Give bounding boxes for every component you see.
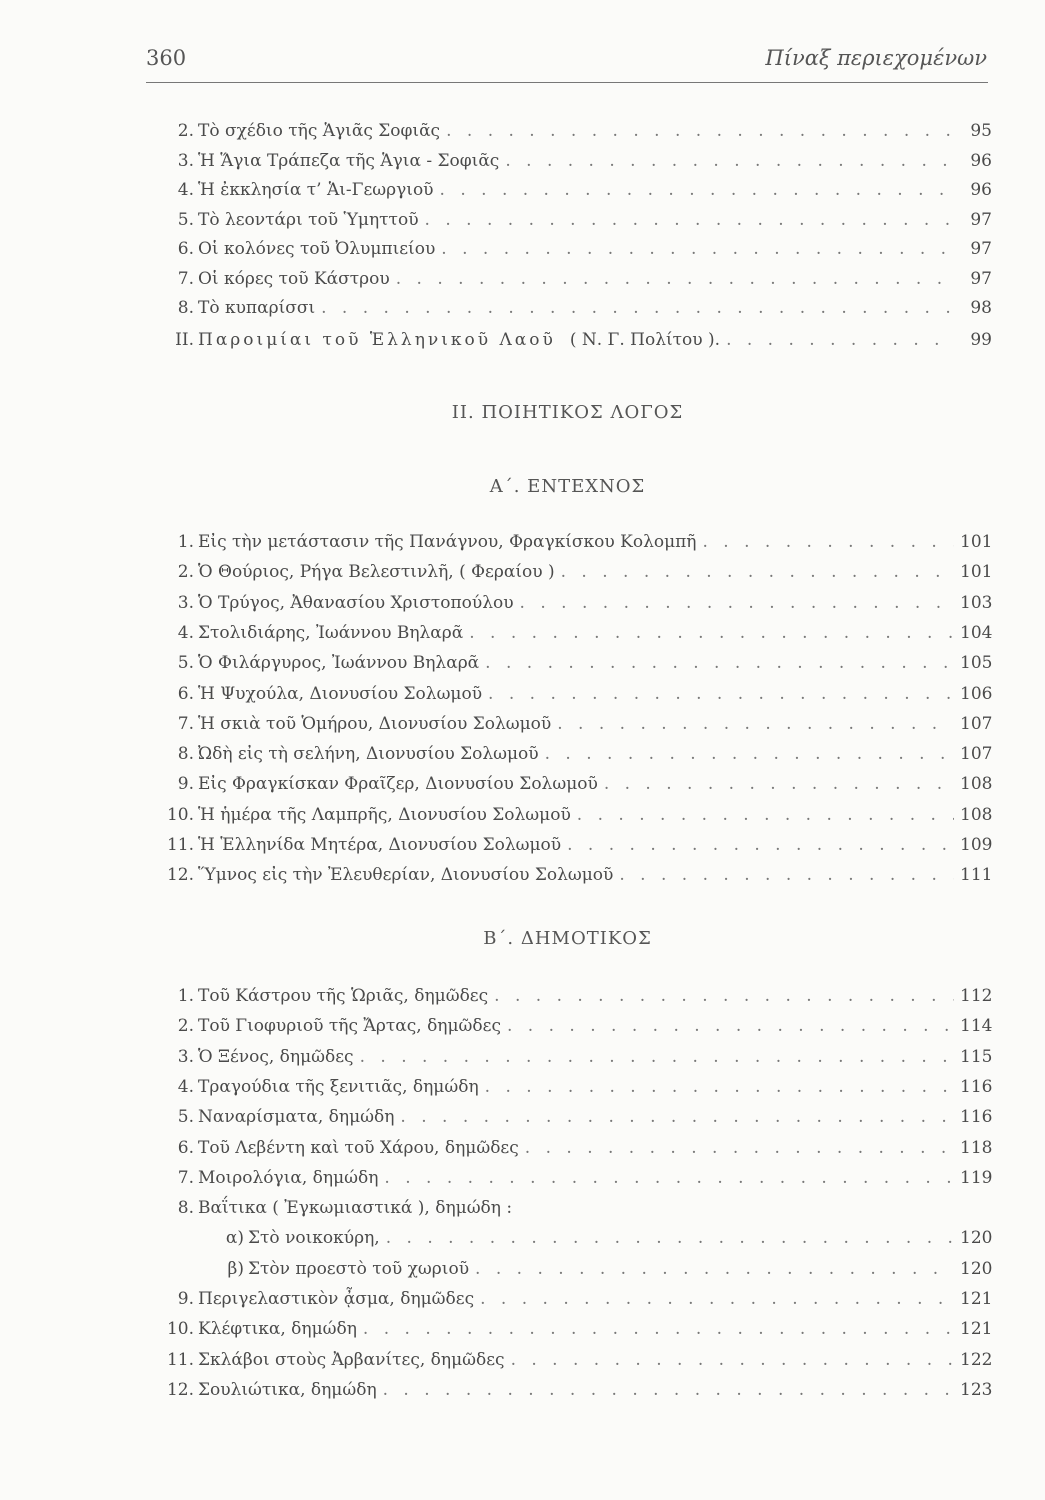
dot-leader bbox=[485, 651, 954, 675]
entry-title: Τοῦ Κάστρου τῆς Ὡριᾶς, δημῶδες bbox=[198, 986, 489, 1006]
toc-entry bbox=[160, 1045, 992, 1069]
entry-title: Βαΐτικα ( Ἐγκωμιαστικά ), δημώδη : bbox=[198, 1198, 513, 1219]
dot-leader bbox=[507, 1014, 954, 1038]
entry-page: 123 bbox=[960, 1379, 993, 1400]
entry-title: Εἰς τὴν μετάστασιν τῆς Πανάγνου, Φραγκίσκου Κολομπῆ bbox=[198, 532, 697, 552]
entry-page: 106 bbox=[960, 683, 993, 704]
entry-page: 108 bbox=[960, 774, 993, 795]
entry-page: 120 bbox=[960, 1228, 993, 1249]
toc-entry bbox=[160, 833, 992, 857]
entry-page: 121 bbox=[960, 1319, 993, 1340]
entry-number: 12. bbox=[166, 1379, 194, 1400]
entry-number: 8. bbox=[177, 744, 194, 765]
entry-number: 6. bbox=[177, 683, 194, 704]
toc-entry bbox=[160, 560, 992, 584]
toc-entry bbox=[160, 1075, 992, 1099]
entry-page: 122 bbox=[960, 1349, 993, 1370]
entry-number: 7. bbox=[177, 268, 194, 289]
dot-leader bbox=[545, 742, 954, 766]
header-rule bbox=[146, 82, 988, 83]
entry-title: Τοῦ Λεβέντη καὶ τοῦ Χάρου, δημῶδες bbox=[198, 1137, 519, 1158]
dot-leader bbox=[567, 833, 954, 857]
toc-entry bbox=[160, 621, 992, 645]
entry-title: Παροιμίαι τοῦ Ἑλληνικοῦ Λαοῦ bbox=[198, 330, 556, 350]
toc-entry bbox=[160, 1166, 992, 1190]
entry-title: Κλέφτικα, δημώδη bbox=[198, 1319, 357, 1340]
dot-leader bbox=[480, 1287, 954, 1311]
entry-title: Περιγελαστικὸν ᾆσμα, δημῶδες bbox=[198, 1289, 475, 1309]
entry-number: 5. bbox=[177, 1107, 194, 1128]
entry-number: 3. bbox=[177, 592, 194, 613]
toc-entry bbox=[160, 178, 992, 202]
dot-leader bbox=[386, 1226, 954, 1250]
entry-number: 9. bbox=[177, 1289, 194, 1309]
toc-entry bbox=[160, 296, 992, 320]
dot-leader bbox=[469, 621, 954, 645]
toc-entry bbox=[160, 208, 992, 232]
toc-entry bbox=[160, 237, 992, 261]
entry-title: Στολιδιάρης, Ἰωάννου Βηλαρᾶ bbox=[198, 622, 464, 643]
entry-author: ( Ν. Γ. Πολίτου ). bbox=[569, 330, 721, 350]
entry-number: 12. bbox=[166, 865, 194, 886]
entry-page: 119 bbox=[960, 1167, 993, 1188]
entry-title: Τοῦ Γιοφυριοῦ τῆς Ἄρτας, δημῶδες bbox=[198, 1016, 501, 1037]
entry-page: 115 bbox=[960, 1046, 993, 1067]
toc-entry bbox=[160, 1257, 992, 1281]
entry-title: Σκλάβοι στοὺς Ἀρβανίτες, δημῶδες bbox=[198, 1349, 505, 1370]
entry-number: 4. bbox=[177, 1076, 194, 1097]
entry-number: 3. bbox=[177, 150, 194, 171]
toc-entry bbox=[160, 651, 992, 675]
toc-entry bbox=[160, 1196, 992, 1220]
dot-leader bbox=[400, 1105, 954, 1129]
entry-title: Ἡ σκιὰ τοῦ Ὁμήρου, Διονυσίου Σολωμοῦ bbox=[198, 713, 552, 734]
page-number: 360 bbox=[146, 46, 187, 70]
entry-title: Ἡ Ψυχούλα, Διονυσίου Σολωμοῦ bbox=[198, 683, 483, 704]
entry-page: 112 bbox=[960, 986, 993, 1006]
toc-entry bbox=[160, 119, 992, 143]
entry-number: 5. bbox=[177, 209, 194, 230]
entry-page: 99 bbox=[970, 330, 992, 350]
dot-leader bbox=[360, 1045, 954, 1069]
entry-number: 4. bbox=[177, 180, 194, 200]
entry-number: 7. bbox=[177, 713, 194, 734]
entry-page: 120 bbox=[960, 1258, 993, 1279]
entry-number: β) bbox=[227, 1258, 244, 1279]
entry-number: 11. bbox=[166, 835, 194, 855]
entry-page: 109 bbox=[960, 835, 993, 855]
dot-leader bbox=[396, 267, 954, 291]
entry-number: 2. bbox=[177, 1016, 194, 1037]
toc-entry bbox=[160, 742, 992, 766]
entry-title: Ναναρίσματα, δημώδη bbox=[198, 1107, 395, 1128]
entry-title: Εἰς Φραγκίσκαν Φραῖζερ, Διονυσίου Σολωμοῦ bbox=[198, 774, 598, 795]
dot-leader bbox=[520, 591, 954, 615]
entry-number: 5. bbox=[177, 653, 194, 674]
dot-leader bbox=[557, 712, 954, 736]
entry-page: 105 bbox=[960, 653, 993, 674]
toc-entry bbox=[160, 149, 992, 173]
entry-page: 107 bbox=[960, 744, 993, 765]
dot-leader bbox=[494, 984, 954, 1008]
entry-title: Ὁ Τρύγος, Ἀθανασίου Χριστοπούλου bbox=[198, 592, 514, 613]
entry-number: 8. bbox=[177, 298, 194, 318]
entry-title: Στὸ νοικοκύρη, bbox=[248, 1228, 380, 1249]
entry-title: Ὁ Φιλάργυρος, Ἰωάννου Βηλαρᾶ bbox=[198, 653, 480, 674]
toc-entry bbox=[160, 1348, 992, 1372]
entry-number: 8. bbox=[177, 1198, 194, 1219]
entry-page: 97 bbox=[970, 209, 992, 230]
dot-leader bbox=[475, 1257, 954, 1281]
entry-page: 104 bbox=[960, 622, 993, 643]
entry-title: Ἡ ἡμέρα τῆς Λαμπρῆς, Διονυσίου Σολωμοῦ bbox=[198, 804, 571, 825]
entry-number: 10. bbox=[166, 1319, 194, 1340]
entry-title: Ὁ Ξένος, δημῶδες bbox=[198, 1046, 354, 1067]
entry-number: 1. bbox=[177, 986, 194, 1006]
entry-number: 6. bbox=[177, 1137, 194, 1158]
dot-leader bbox=[619, 863, 954, 887]
entry-number: 4. bbox=[177, 622, 194, 643]
toc-entry bbox=[160, 1317, 992, 1341]
entry-page: 116 bbox=[960, 1107, 993, 1128]
entry-page: 96 bbox=[970, 180, 992, 200]
entry-number: 2. bbox=[177, 562, 194, 583]
toc-entry bbox=[160, 1136, 992, 1160]
entry-title: Ὁ Θούριος, Ρήγα Βελεστινλῆ, ( Φεραίου ) bbox=[198, 562, 555, 583]
entry-page: 103 bbox=[960, 592, 993, 613]
toc-entry bbox=[160, 591, 992, 615]
entry-page: 97 bbox=[970, 239, 992, 259]
dot-leader bbox=[363, 1317, 954, 1341]
toc-entry bbox=[160, 1014, 992, 1038]
dot-leader bbox=[441, 237, 954, 261]
entry-page: 118 bbox=[960, 1137, 993, 1158]
dot-leader bbox=[577, 803, 954, 827]
entry-title: Ἡ Ἅγια Τράπεζα τῆς Ἁγια - Σοφιᾶς bbox=[198, 150, 500, 171]
toc-entry bbox=[160, 803, 992, 827]
entry-number: 6. bbox=[177, 239, 194, 259]
entry-title: Τὸ κυπαρίσσι bbox=[198, 298, 316, 318]
section-heading-poetic: II. ΠΟΙΗΤΙΚΟΣ ΛΟΓΟΣ bbox=[451, 402, 684, 423]
entry-page: 96 bbox=[970, 150, 992, 171]
entry-number: 9. bbox=[177, 774, 194, 795]
dot-leader bbox=[703, 530, 955, 554]
dot-leader bbox=[561, 560, 954, 584]
dot-leader bbox=[488, 682, 954, 706]
section-heading-entechnos: Α΄. ΕΝΤΕΧΝΟΣ bbox=[489, 476, 646, 497]
section-heading-dimotikos: Β΄. ΔΗΜΟΤΙΚΟΣ bbox=[483, 928, 652, 949]
entry-title: Μοιρολόγια, δημώδη bbox=[198, 1167, 379, 1188]
toc-entry bbox=[160, 712, 992, 736]
entry-title: Τὸ λεοντάρι τοῦ Ὑμηττοῦ bbox=[198, 209, 419, 230]
dot-leader bbox=[384, 1166, 954, 1190]
entry-title: Σουλιώτικα, δημώδη bbox=[198, 1379, 377, 1400]
dot-leader bbox=[440, 178, 954, 202]
entry-title: Ἡ Ἑλληνίδα Μητέρα, Διονυσίου Σολωμοῦ bbox=[198, 835, 562, 855]
entry-title: Ὠδὴ εἰς τὴ σελήνη, Διονυσίου Σολωμοῦ bbox=[198, 744, 539, 765]
entry-number: 2. bbox=[177, 121, 194, 141]
entry-page: 114 bbox=[960, 1016, 993, 1037]
entry-title: Οἱ κόρες τοῦ Κάστρου bbox=[198, 268, 390, 289]
toc-entry bbox=[160, 1105, 992, 1129]
entry-number: α) bbox=[225, 1228, 244, 1249]
entry-page: 101 bbox=[960, 562, 993, 583]
toc-entry bbox=[160, 530, 992, 554]
dot-leader bbox=[383, 1378, 954, 1402]
dot-leader bbox=[321, 296, 954, 320]
running-title: Πίναξ περιεχομένων bbox=[765, 46, 987, 70]
entry-page: 101 bbox=[960, 532, 993, 552]
entry-page: 97 bbox=[970, 268, 992, 289]
entry-title: Οἱ κολόνες τοῦ Ὀλυμπιείου bbox=[198, 239, 436, 259]
entry-title: Ὕμνος εἰς τὴν Ἐλευθερίαν, Διονυσίου Σολωμοῦ bbox=[198, 865, 614, 886]
entry-page: 95 bbox=[970, 121, 992, 141]
dot-leader bbox=[726, 328, 954, 352]
entry-number: II. bbox=[175, 330, 194, 350]
toc-entry bbox=[160, 1226, 992, 1250]
dot-leader bbox=[511, 1348, 954, 1372]
dot-leader bbox=[485, 1075, 954, 1099]
entry-page: 111 bbox=[960, 865, 993, 886]
entry-title: Ἡ ἐκκλησία τ’ Ἁι-Γεωργιοῦ bbox=[198, 180, 434, 200]
toc-entry bbox=[160, 863, 992, 887]
entry-number: 11. bbox=[166, 1349, 194, 1370]
entry-number: 7. bbox=[177, 1167, 194, 1188]
entry-page: 98 bbox=[970, 298, 992, 318]
toc-entry bbox=[160, 984, 992, 1008]
toc-entry bbox=[160, 1287, 992, 1311]
entry-page: 121 bbox=[960, 1289, 993, 1309]
entry-page: 107 bbox=[960, 713, 993, 734]
dot-leader bbox=[505, 149, 954, 173]
entry-page: 116 bbox=[960, 1076, 993, 1097]
entry-number: 3. bbox=[177, 1046, 194, 1067]
entry-number: 10. bbox=[166, 804, 194, 825]
entry-title: Τραγούδια τῆς ξενιτιᾶς, δημώδη bbox=[198, 1076, 479, 1097]
toc-entry bbox=[160, 682, 992, 706]
entry-title: Τὸ σχέδιο τῆς Ἁγιᾶς Σοφιᾶς bbox=[198, 121, 441, 141]
entry-number: 1. bbox=[177, 532, 194, 552]
dot-leader bbox=[446, 119, 954, 143]
dot-leader bbox=[425, 208, 954, 232]
dot-leader bbox=[604, 772, 954, 796]
dot-leader bbox=[525, 1136, 954, 1160]
entry-page: 108 bbox=[960, 804, 993, 825]
entry-title: Στὸν προεστὸ τοῦ χωριοῦ bbox=[248, 1258, 470, 1279]
toc-entry bbox=[160, 267, 992, 291]
toc-entry bbox=[160, 1378, 992, 1402]
toc-entry bbox=[160, 772, 992, 796]
page-header bbox=[146, 46, 987, 74]
toc-entry-paroimiai bbox=[160, 328, 992, 352]
